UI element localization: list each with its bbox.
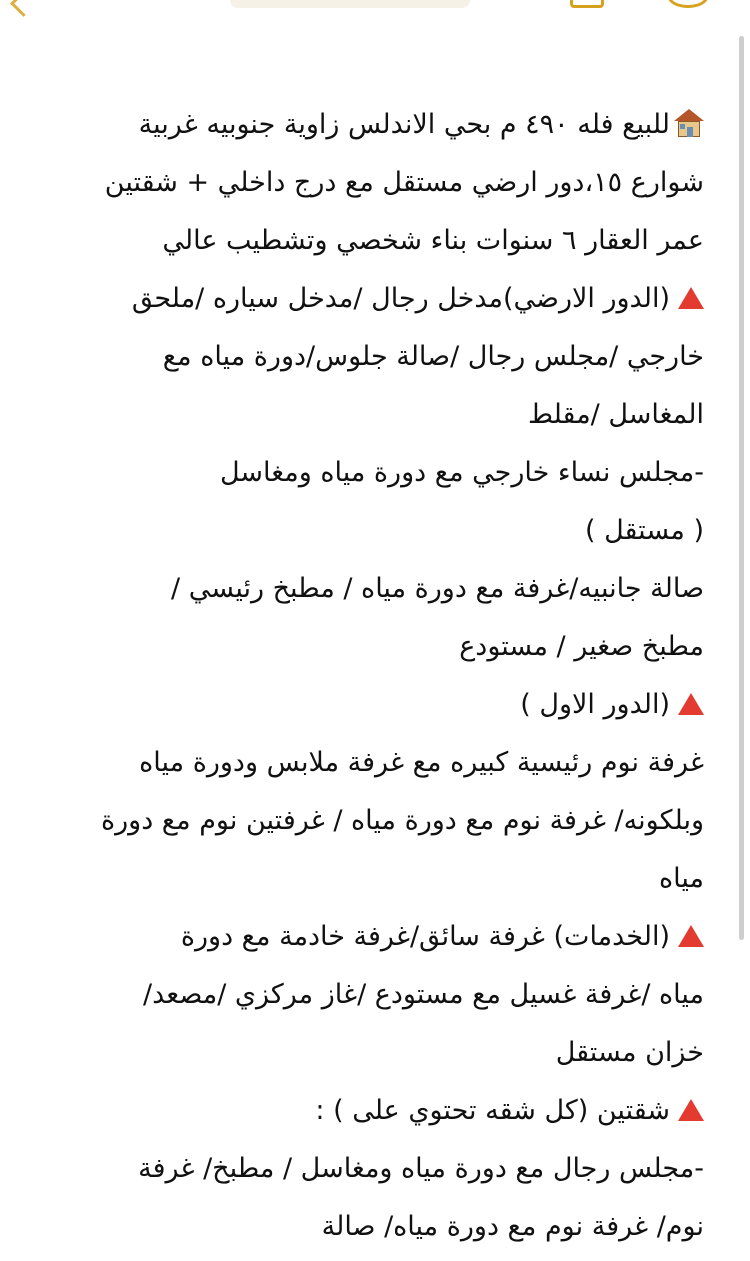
note-line: شوارع ١٥،دور ارضي مستقل مع درج داخلي + شقتين (104, 167, 704, 198)
red-triangle-icon (678, 1099, 704, 1121)
note-line: وبلكونه/ غرفة نوم مع دورة مياه / غرفتين نوم مع دورة (100, 805, 704, 836)
note-line-text: (الدور الاول ) (520, 689, 670, 720)
note-line: -مجلس نساء خارجي مع دورة مياه ومغاسل (219, 457, 704, 488)
note-line: صالة جانبيه/غرفة مع دورة مياه / مطبخ رئيسي / (171, 573, 704, 604)
note-line: مطبخ صغير / مستودع (459, 631, 704, 662)
note-line: عمر العقار ٦ سنوات بناء شخصي وتشطيب عالي (162, 225, 704, 256)
note-line: نوم/ غرفة نوم مع دورة مياه/ صالة (321, 1211, 704, 1242)
red-triangle-icon (678, 693, 704, 715)
note-line-text: للبيع فله ٤٩٠ م بحي الاندلس زاوية جنوبيه غربية (138, 109, 670, 140)
note-line (38, 96, 704, 154)
share-icon[interactable] (570, 0, 604, 8)
note-line: ( مستقل ) (584, 515, 704, 546)
note-line (38, 676, 704, 734)
note-line (38, 1082, 704, 1140)
scrollbar[interactable] (739, 36, 744, 940)
toolbar-title-placeholder (230, 0, 470, 8)
note-line: -مجلس رجال مع دورة مياه ومغاسل / مطبخ/ غرفة (138, 1153, 704, 1184)
red-triangle-icon (678, 287, 704, 309)
note-line-text: (الخدمات) غرفة سائق/غرفة خادمة مع دورة (180, 921, 670, 952)
note-line-text: (الدور الارضي)مدخل رجال /مدخل سياره /ملحق (131, 283, 670, 314)
note-line: غرفة نوم رئيسية كبيره مع غرفة ملابس ودورة مياه (139, 747, 704, 778)
more-options-icon[interactable] (668, 0, 708, 8)
top-toolbar (0, 0, 750, 22)
note-body[interactable] (38, 96, 704, 1256)
note-line (38, 270, 704, 328)
note-line: مياه (659, 863, 704, 894)
note-line-text: شقتين (كل شقه تحتوي على ) : (315, 1095, 670, 1126)
house-emoji-icon (674, 109, 704, 137)
note-line: المغاسل /مقلط (527, 399, 704, 430)
red-triangle-icon (678, 925, 704, 947)
note-line: مياه /غرفة غسيل مع مستودع /غاز مركزي /مصعد/ (143, 979, 704, 1010)
note-line: خارجي /مجلس رجال /صالة جلوس/دورة مياه مع (162, 341, 704, 372)
back-chevron-icon[interactable] (10, 0, 37, 17)
note-line: خزان مستقل (555, 1037, 704, 1068)
note-line (38, 908, 704, 966)
